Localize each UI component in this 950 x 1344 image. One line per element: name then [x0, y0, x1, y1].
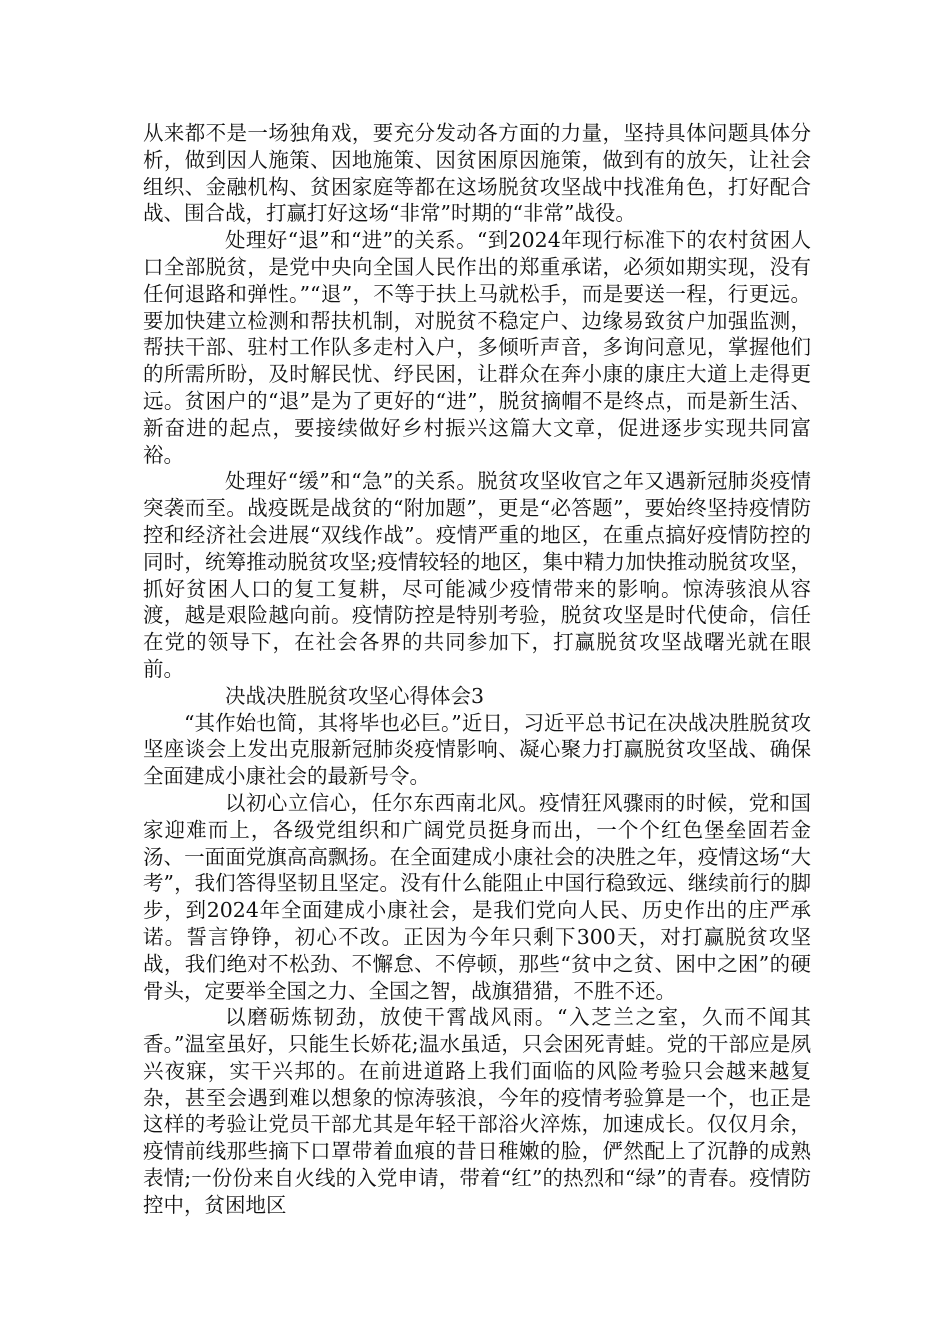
section-title: 决战决胜脱贫攻坚心得体会3: [225, 683, 485, 708]
paragraph-retreat-advance: 处理好“退”和“进”的关系。“到2024年现行标准下的农村贫困人口全部脱贫，是党中央向全国人民作出的郑重承诺，必须如期实现，没有任何退路和弹性。”“退”，不等于扶上马就松手，而是要送一程，行更远。要加快建立检测和帮扶机制，对脱贫不稳定户、边缘易致贫户加强监测，帮扶干部、驻村工作队多走村入户，多倾听声音，多询问意见，掌握他们的所需所盼，及时解民忧、纾民困，让群众在奔小康的康庄大道上走得更远。贫困户的“退”是为了更好的“进”，脱贫摘帽不是终点，而是新生活、新奋进的起点，要接续做好乡村振兴这篇大文章，促进逐步实现共同富裕。: [143, 228, 811, 467]
paragraph-continuation: 从来都不是一场独角戏，要充分发动各方面的力量，坚持具体问题具体分析，做到因人施策、因地施策、因贫困原因施策，做到有的放矢，让社会组织、金融机构、贫困家庭等都在这场脱贫攻坚战中找准角色，打好配合战、围合战，打赢打好这场“非常”时期的“非常”战役。: [143, 121, 811, 226]
paragraph-slow-urgent: 处理好“缓”和“急”的关系。脱贫攻坚收官之年又遇新冠肺炎疫情突袭而至。战疫既是战贫的“附加题”，更是“必答题”，要始终坚持疫情防控和经济社会进展“双线作战”。疫情严重的地区，在重点搞好疫情防控的同时，统筹推动脱贫攻坚;疫情较轻的地区，集中精力加快推动脱贫攻坚，抓好贫困人口的复工复耕，尽可能减少疫情带来的影响。惊涛骇浪从容渡，越是艰险越向前。疫情防控是特别考验，脱贫攻坚是时代使命，信任在党的领导下，在社会各界的共同参加下，打赢脱贫攻坚战曙光就在眼前。: [143, 469, 811, 681]
paragraph-intro-quote: “其作始也简，其将毕也必巨。”近日，习近平总书记在决战决胜脱贫攻坚座谈会上发出克服新冠肺炎疫情影响、凝心聚力打赢脱贫攻坚战、确保全面建成小康社会的最新号令。: [143, 710, 811, 789]
document-page: [143, 120, 811, 1219]
paragraph-original-aspiration: 以初心立信心，任尔东西南北风。疫情狂风骤雨的时候，党和国家迎难而上，各级党组织和广阔党员挺身而出，一个个红色堡垒固若金汤、一面面党旗高高飘扬。在全面建成小康社会的决胜之年，疫情这场“大考”，我们答得坚韧且坚定。没有什么能阻止中国行稳致远、继续前行的脚步，到2024年全面建成小康社会，是我们党向人民、历史作出的庄严承诺。誓言铮铮，初心不改。正因为今年只剩下300天，对打赢脱贫攻坚战，我们绝对不松劲、不懈怠、不停顿，那些“贫中之贫、困中之困”的硬骨头，定要举全国之力、全国之智，战旗猎猎，不胜不还。: [143, 790, 811, 1003]
paragraph-tempering: 以磨砺炼韧劲，放使干霄战风雨。“入芝兰之室，久而不闻其香。”温室虽好，只能生长娇花;温水虽适，只会困死青蛙。党的干部应是夙兴夜寐，实干兴邦的。在前进道路上我们面临的风险考验只会越来越复杂，甚至会遇到难以想象的惊涛骇浪，今年的疫情考验算是一个，也正是这样的考验让党员干部尤其是年轻干部浴火淬炼，加速成长。仅仅月余，疫情前线那些摘下口罩带着血痕的昔日稚嫩的脸，俨然配上了沉静的成熟表情;一份份来自火线的入党申请，带着“红”的热烈和“绿”的青春。疫情防控中，贫困地区: [143, 1005, 811, 1217]
